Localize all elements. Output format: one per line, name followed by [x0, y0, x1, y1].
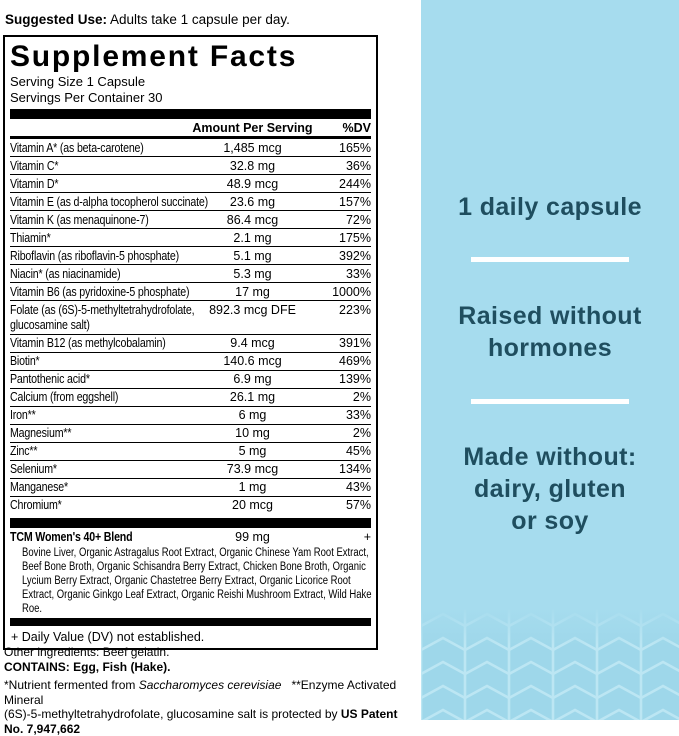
nutrient-row [10, 229, 371, 247]
nutrient-row [10, 353, 371, 371]
nutrient-name: Vitamin A* (as beta-carotene) [10, 140, 144, 155]
patent-number: US Patent No. 7,947,662 [4, 707, 401, 736]
nutrient-dv: 165% [339, 140, 371, 155]
nutrient-amount: 6.9 mg [233, 372, 272, 386]
nutrient-name: Vitamin B6 (as pyridoxine-5 phosphate) [10, 284, 190, 299]
herringbone-pattern [421, 608, 679, 720]
nutrient-name: Vitamin E (as d-alpha tocopherol succinate) [10, 194, 209, 209]
claim-daily-capsule [421, 191, 679, 223]
claim-line: hormones [487, 334, 613, 362]
divider-bar-thick [10, 518, 371, 528]
nutrient-name: Chromium* [10, 498, 62, 512]
other-ingredients: Other ingredients: Beef gelatin. [4, 645, 170, 659]
nutrient-row [10, 139, 371, 157]
nutrient-name: Vitamin K (as menaquinone-7) [10, 212, 149, 227]
nutrient-row [10, 335, 371, 353]
nutrient-row [10, 425, 371, 443]
claim-divider [471, 399, 629, 404]
nutrient-dv: 392% [339, 248, 371, 263]
nutrient-amount: 2.1 mg [233, 230, 272, 245]
patent-footnote: (6S)-5-methyltetrahydrofolate, glucosamine salt is protected by US Patent No. 7,947,662 [4, 707, 401, 736]
nutrient-row [10, 443, 371, 461]
pattern-fade [421, 608, 679, 646]
claim-line: Made without: [463, 443, 637, 471]
nutrient-dv: 45% [345, 444, 371, 458]
nutrient-name: Iron** [10, 408, 36, 422]
nutrient-table [10, 139, 371, 515]
claim-line: dairy, gluten [474, 475, 626, 503]
nutrient-row [10, 247, 371, 265]
nutrient-row [10, 283, 371, 301]
nutrient-row [10, 389, 371, 407]
suggested-use [5, 12, 290, 28]
nutrient-name: Vitamin D* [10, 176, 59, 191]
species-name: Saccharomyces cerevisiae [138, 678, 282, 692]
nutrient-name: Niacin* (as niacinamide) [10, 266, 121, 281]
claim-line: 1 daily capsule [458, 193, 642, 221]
nutrient-footnote: *Nutrient fermented from Saccharomyces cerevisiae **Enzyme Activated Mineral [4, 678, 400, 707]
contains-statement: CONTAINS: Egg, Fish (Hake). [4, 659, 171, 674]
nutrient-amount: 1,485 mcg [223, 140, 282, 155]
claim-raised-without-hormones [421, 300, 679, 364]
blend-amount: 99 mg [235, 530, 270, 544]
nutrient-amount: 20 mcg [232, 498, 273, 512]
servings-per-container: Servings Per Container 30 [10, 90, 163, 105]
nutrient-dv: 175% [339, 230, 371, 245]
nutrient-name: Vitamin C* [10, 158, 59, 173]
nutrient-amount: 5.3 mg [233, 266, 272, 281]
nutrient-row [10, 497, 371, 515]
blend-name: TCM Women's 40+ Blend [10, 530, 133, 544]
claim-line: or soy [511, 507, 589, 535]
nutrient-amount: 1 mg [238, 480, 267, 494]
nutrient-name: Riboflavin (as riboflavin-5 phosphate) [10, 248, 179, 263]
blend-description: Bovine Liver, Organic Astragalus Root Extract, Organic Chinese Yam Root Extract, Beef Bone Broth, Organic Schisandra Berry Extract, Chicken Bone Broth, Organic Lycium Berry Extract, Organic Chastetree Berry Extract, Organic Licorice Root Extract, Organic Ginkgo Leaf Extract, Organic Reishi Mushroom Extract, Wild Hake Roe. [22, 547, 372, 615]
nutrient-name: Biotin* [10, 354, 40, 368]
header-amount-per-serving: Amount Per Serving [192, 121, 313, 135]
nutrient-amount: 892.3 mcg DFE [209, 302, 296, 317]
nutrient-amount: 6 mg [238, 408, 267, 422]
table-header-row [10, 119, 371, 139]
nutrient-dv: 391% [339, 336, 371, 350]
dv-not-established-note: + Daily Value (DV) not established. [11, 630, 205, 644]
header-percent-dv: %DV [342, 121, 371, 135]
nutrient-dv: 43% [345, 480, 371, 494]
nutrient-row [10, 175, 371, 193]
divider-bar-thick [10, 109, 371, 119]
nutrient-row [10, 265, 371, 283]
nutrient-name: Zinc** [10, 444, 38, 458]
nutrient-row [10, 211, 371, 229]
nutrient-name: Calcium (from eggshell) [10, 390, 119, 404]
suggested-use-label: Suggested Use: [5, 12, 108, 27]
nutrient-name: Manganese* [10, 480, 68, 494]
label-footnotes [4, 645, 409, 736]
nutrient-dv: 1000% [332, 284, 371, 299]
blend-dv: + [363, 530, 371, 544]
claim-line: Raised without [458, 302, 642, 330]
supplement-facts-title: Supplement Facts [10, 40, 298, 73]
nutrient-name: Vitamin B12 (as methylcobalamin) [10, 336, 166, 350]
supplement-facts-panel [3, 35, 378, 650]
nutrient-dv: 57% [345, 498, 371, 512]
nutrient-name: Pantothenic acid* [10, 372, 90, 386]
suggested-use-text: Adults take 1 capsule per day. [107, 12, 290, 27]
nutrient-dv: 157% [339, 194, 371, 209]
nutrient-row [10, 461, 371, 479]
nutrient-amount: 5 mg [238, 444, 267, 458]
blend-row [10, 528, 371, 546]
nutrient-dv: 244% [339, 176, 371, 191]
nutrient-dv: 72% [345, 212, 371, 227]
nutrient-name-line2: glucosamine salt) [10, 318, 90, 332]
nutrient-row [10, 479, 371, 497]
nutrient-amount: 5.1 mg [233, 248, 272, 263]
nutrient-name: Folate (as (6S)-5-methyltetrahydrofolate, glucosamine salt) [10, 302, 195, 332]
nutrient-amount: 32.8 mg [229, 158, 276, 173]
nutrient-row [10, 193, 371, 211]
nutrient-amount: 140.6 mcg [223, 354, 282, 368]
nutrient-row [10, 157, 371, 175]
nutrient-dv: 139% [339, 372, 371, 386]
serving-size: Serving Size 1 Capsule [10, 74, 146, 89]
nutrient-row [10, 407, 371, 425]
nutrient-amount: 23.6 mg [229, 194, 276, 209]
nutrient-name: Selenium* [10, 462, 57, 476]
nutrient-dv: 223% [339, 302, 371, 317]
nutrient-amount: 86.4 mcg [226, 212, 279, 227]
divider-bar-thin [10, 618, 371, 626]
nutrient-name: Magnesium** [10, 426, 72, 440]
nutrient-dv: 2% [352, 390, 371, 404]
nutrient-dv: 2% [352, 426, 371, 440]
nutrient-amount: 17 mg [235, 284, 270, 299]
claim-made-without [421, 441, 679, 537]
nutrient-amount: 48.9 mcg [226, 176, 279, 191]
claim-divider [471, 257, 629, 262]
nutrient-row [10, 301, 371, 335]
nutrient-row [10, 371, 371, 389]
nutrient-dv: 36% [345, 158, 371, 173]
nutrient-amount: 10 mg [235, 426, 270, 440]
nutrient-amount: 9.4 mcg [230, 336, 275, 350]
nutrient-amount: 26.1 mg [229, 390, 276, 404]
nutrient-dv: 469% [339, 354, 371, 368]
marketing-side-panel [421, 0, 679, 720]
nutrient-dv: 33% [345, 408, 371, 422]
nutrient-dv: 33% [345, 266, 371, 281]
nutrient-dv: 134% [339, 462, 371, 476]
nutrient-amount: 73.9 mcg [226, 462, 279, 476]
nutrient-name: Thiamin* [10, 230, 51, 245]
